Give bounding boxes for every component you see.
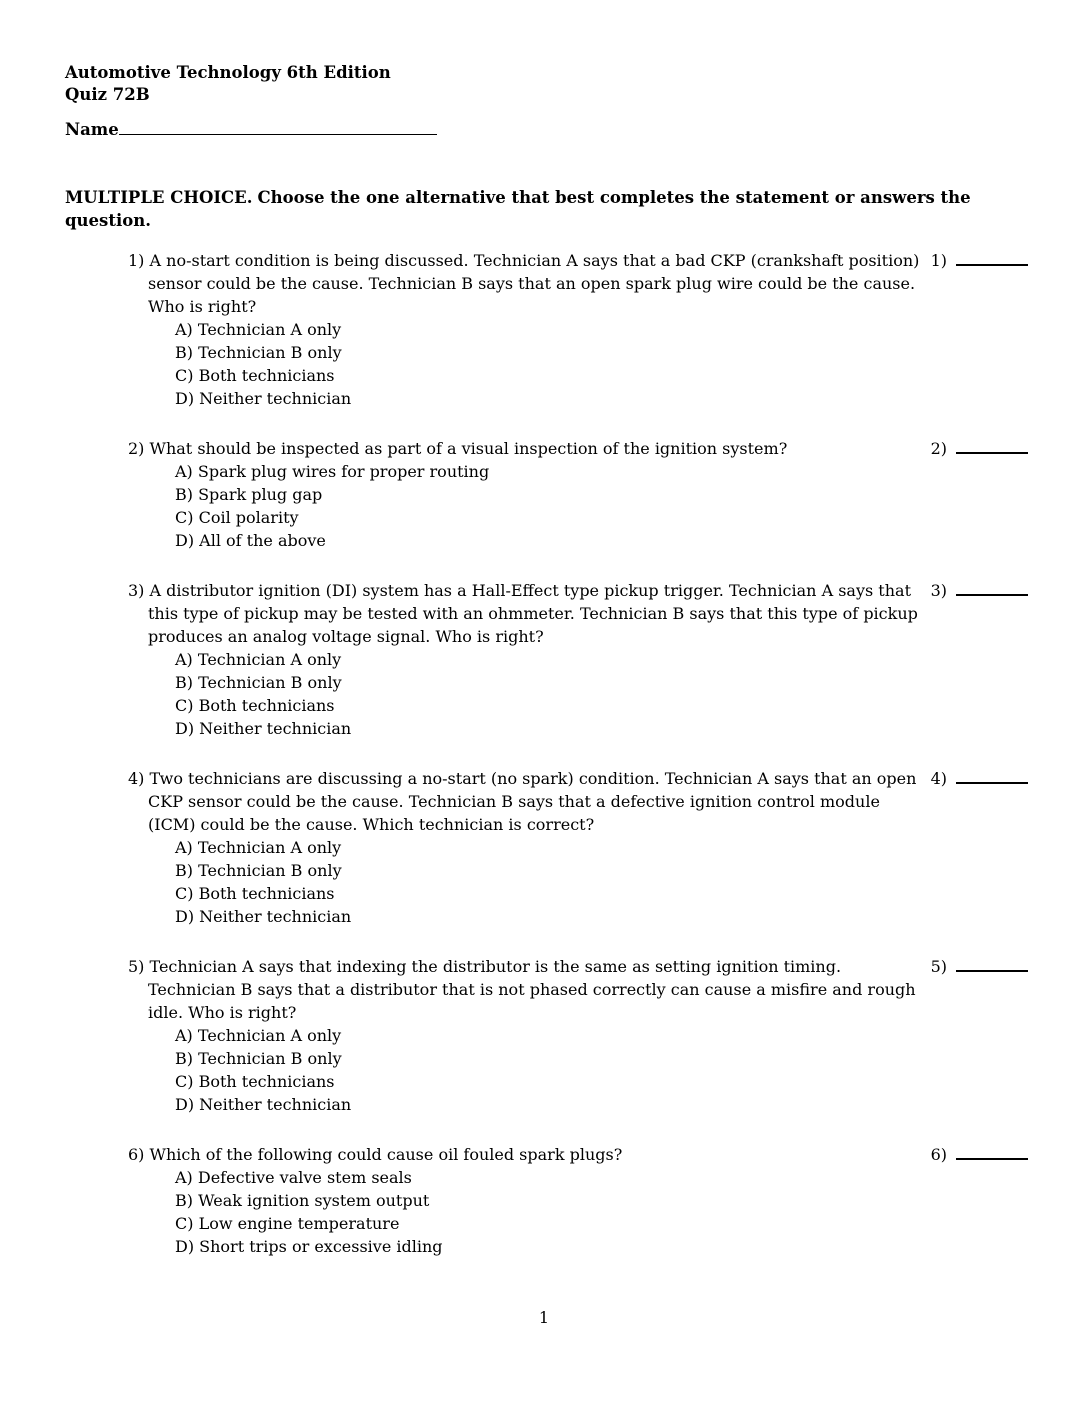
answer-blank-line-1 <box>956 252 1028 266</box>
answer-blank-line-6 <box>956 1146 1028 1160</box>
question-text: 2) What should be inspected as part of a visual inspection of the ignition system? <box>128 439 788 458</box>
name-blank-line <box>119 120 437 135</box>
answer-area-4 <box>931 767 1028 790</box>
question-text: 1) A no-start condition is being discussed. Technician A says that a bad CKP (crankshaft position) sensor could be the cause. Technician B says that an open spark plug wire could be the cause. Who is right? <box>128 251 920 316</box>
option-a: A) Technician A only <box>175 650 342 669</box>
option-b: B) Spark plug gap <box>175 485 323 504</box>
option-b: B) Technician B only <box>175 343 342 362</box>
answer-area-3 <box>931 579 1028 602</box>
option-b: B) Technician B only <box>175 673 342 692</box>
question-text: 4) Two technicians are discussing a no-start (no spark) condition. Technician A says that an open CKP sensor could be the cause. Technician B says that a defective ignition control module (ICM) could be the cause. Which technician is correct? <box>128 769 917 834</box>
question-1 <box>128 249 1028 410</box>
instructions-text: Choose the one alternative that best completes the statement or answers the question. <box>65 188 971 230</box>
book-title: Automotive Technology 6th Edition <box>65 63 391 82</box>
question-4 <box>128 767 1028 928</box>
option-b: B) Technician B only <box>175 861 342 880</box>
answer-blank-line-4 <box>956 770 1028 784</box>
question-3 <box>128 579 1028 740</box>
answer-number: 1) <box>930 251 947 270</box>
option-a: A) Technician A only <box>175 1026 342 1045</box>
options <box>175 836 928 928</box>
option-d: D) Short trips or excessive idling <box>175 1237 443 1256</box>
answer-blank-line-2 <box>956 440 1028 454</box>
question-number: 5) <box>128 957 145 976</box>
option-c: C) Low engine temperature <box>175 1214 400 1233</box>
question-5 <box>128 955 1028 1116</box>
question-text: 5) Technician A says that indexing the distributor is the same as setting ignition timing. Technician B says that a distributor that is not phased correctly can cause a misfire and rough idle. Who is right? <box>128 957 916 1022</box>
question-2 <box>128 437 1028 552</box>
option-c: C) Both technicians <box>175 1072 335 1091</box>
option-a: A) Spark plug wires for proper routing <box>175 462 490 481</box>
answer-number: 3) <box>930 581 947 600</box>
option-b: B) Weak ignition system output <box>175 1191 430 1210</box>
quiz-title: Quiz 72B <box>65 85 150 104</box>
question-list <box>128 249 1028 1258</box>
option-b: B) Technician B only <box>175 1049 342 1068</box>
question-6 <box>128 1143 1028 1258</box>
answer-number: 6) <box>930 1145 947 1164</box>
question-number: 3) <box>128 581 145 600</box>
answer-number: 5) <box>930 957 947 976</box>
question-number: 6) <box>128 1145 145 1164</box>
options <box>175 1166 928 1258</box>
answer-area-5 <box>931 955 1028 978</box>
question-number: 2) <box>128 439 145 458</box>
option-d: D) Neither technician <box>175 1095 352 1114</box>
document-header <box>65 62 1028 106</box>
option-d: D) Neither technician <box>175 389 352 408</box>
page-number: 1 <box>538 1308 550 1327</box>
answer-number: 4) <box>930 769 947 788</box>
option-c: C) Both technicians <box>175 366 335 385</box>
name-row <box>65 120 1028 140</box>
option-a: A) Defective valve stem seals <box>175 1168 412 1187</box>
option-a: A) Technician A only <box>175 838 342 857</box>
instructions-heading: MULTIPLE CHOICE. <box>65 188 253 207</box>
option-c: C) Coil polarity <box>175 508 299 527</box>
answer-area-1 <box>931 249 1028 272</box>
options <box>175 1024 928 1116</box>
question-number: 4) <box>128 769 145 788</box>
options <box>175 318 928 410</box>
name-label: Name <box>65 120 119 139</box>
options <box>175 460 928 552</box>
option-c: C) Both technicians <box>175 884 335 903</box>
answer-number: 2) <box>930 439 947 458</box>
answer-area-2 <box>931 437 1028 460</box>
answer-blank-line-3 <box>956 582 1028 596</box>
option-d: D) All of the above <box>175 531 326 550</box>
options <box>175 648 928 740</box>
question-text: 3) A distributor ignition (DI) system has a Hall-Effect type pickup trigger. Technician A says that this type of pickup may be tested with an ohmmeter. Technician B says that this type of pickup produces an analog voltage signal. Who is right? <box>128 581 918 646</box>
option-a: A) Technician A only <box>175 320 342 339</box>
option-d: D) Neither technician <box>175 719 352 738</box>
instructions <box>65 186 1028 232</box>
option-c: C) Both technicians <box>175 696 335 715</box>
question-number: 1) <box>128 251 145 270</box>
answer-area-6 <box>931 1143 1028 1166</box>
answer-blank-line-5 <box>956 958 1028 972</box>
option-d: D) Neither technician <box>175 907 352 926</box>
question-text: 6) Which of the following could cause oil fouled spark plugs? <box>128 1145 623 1164</box>
